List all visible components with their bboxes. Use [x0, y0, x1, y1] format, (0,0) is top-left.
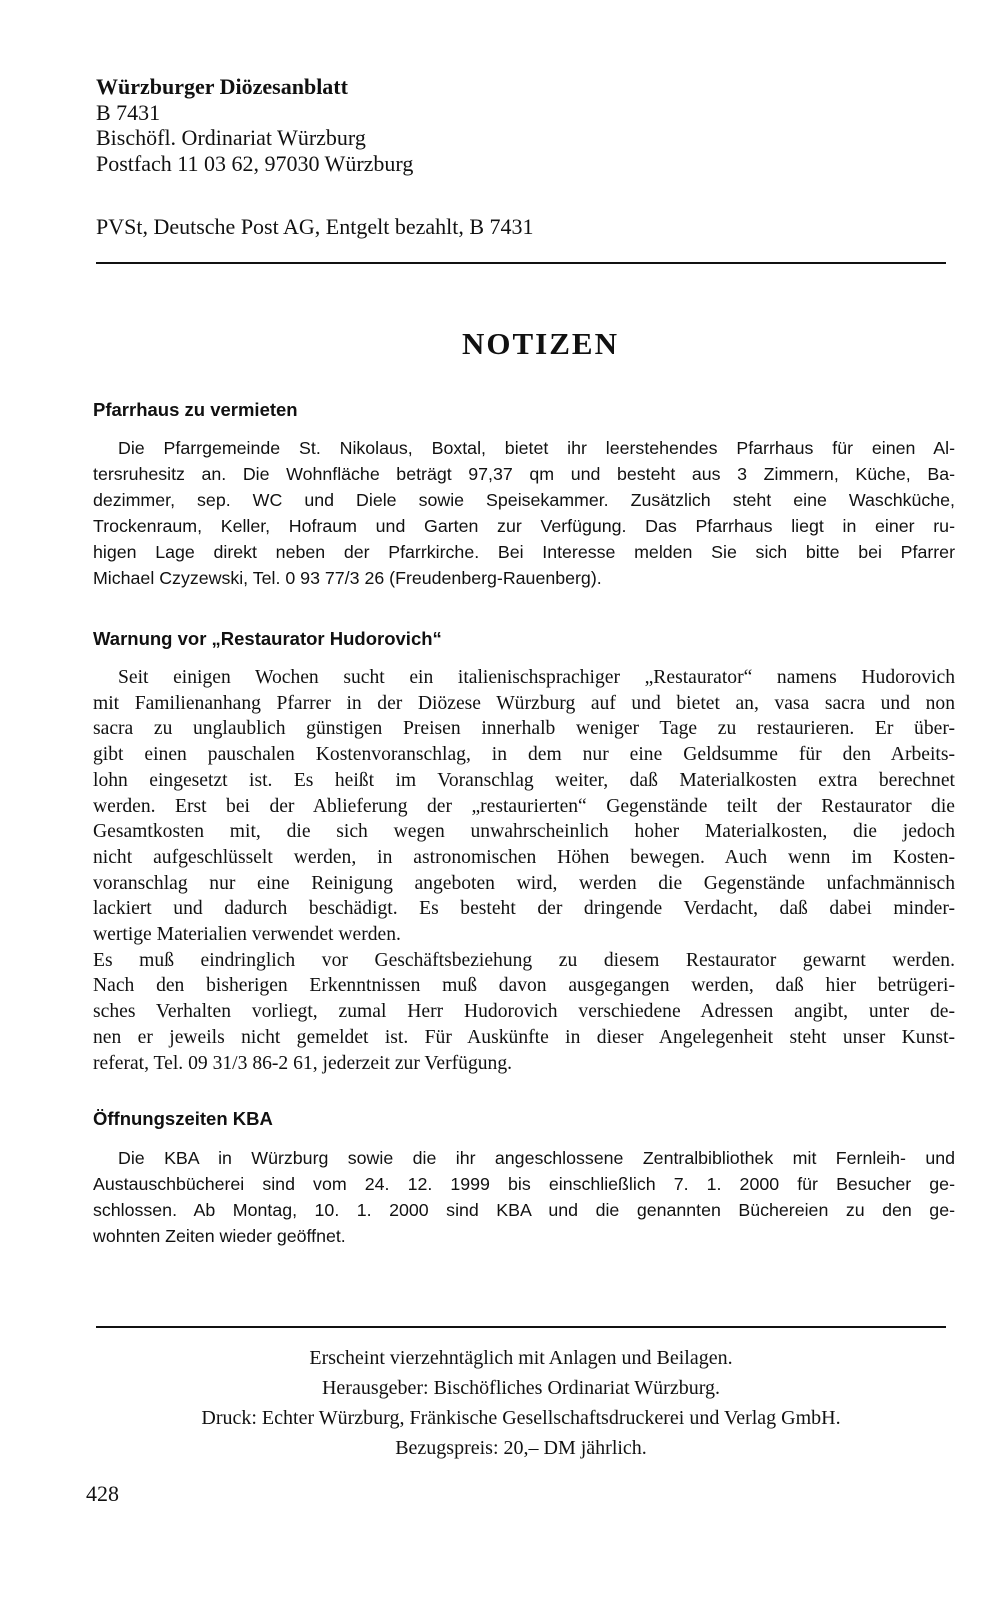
body-line: wohnten Zeiten wieder geöffnet.	[93, 1226, 346, 1246]
publication-title: Würzburger Diözesanblatt	[96, 74, 348, 99]
imprint-footer	[96, 1343, 946, 1463]
page-number: 428	[86, 1481, 119, 1506]
footer-frequency: Erscheint vierzehntäglich mit Anlagen und Beilagen.	[309, 1347, 733, 1369]
body-line: tersruhesitz an. Die Wohnfläche beträgt 97,37 qm und besteht aus 3 Zimmern, Küche, Ba-	[93, 464, 955, 484]
body-line: sches Verhalten vorliegt, zumal Herr Hudorovich verschiedene Adressen angibt, unter de-	[93, 1001, 955, 1023]
postbox-address: Postfach 11 03 62, 97030 Würzburg	[96, 150, 414, 176]
body-line: gibt einen pauschalen Kostenvoranschlag, in dem nur eine Geldsumme für den Arbeits-	[93, 744, 955, 766]
body-line: lohn eingesetzt ist. Es heißt im Voranschlag weiter, daß Materialkosten extra berechnet	[93, 769, 955, 791]
body-line: lackiert und dadurch beschädigt. Es besteht der dringende Verdacht, daß dabei minder-	[93, 898, 955, 920]
body-line: Austauschbücherei sind vom 24. 12. 1999 bis einschließlich 7. 1. 2000 für Besucher ge-	[93, 1174, 955, 1194]
body-line: sacra zu unglaublich günstigen Preisen innerhalb weniger Tage zu restaurieren. Er über-	[93, 718, 955, 740]
body-line: Nach den bisherigen Erkenntnissen muß davon ausgegangen werden, daß hier betrügeri-	[93, 975, 955, 997]
body-line: werden. Erst bei der Ablieferung der „restaurierten“ Gegenstände teilt der Restaurator die	[93, 795, 955, 817]
body-line: voranschlag nur eine Reinigung angeboten wird, werden die Gegenstände unfachmännisch	[93, 872, 955, 894]
section-body-oeffnungszeiten	[93, 1145, 955, 1249]
header-divider	[96, 262, 946, 264]
section-title-pfarrhaus: Pfarrhaus zu vermieten	[93, 399, 298, 420]
section-body-warnung	[93, 665, 955, 1076]
body-line: schlossen. Ab Montag, 10. 1. 2000 sind KBA und die genannten Büchereien zu den ge-	[93, 1200, 955, 1220]
page-heading: NOTIZEN	[462, 326, 619, 361]
body-line: Michael Czyzewski, Tel. 0 93 77/3 26 (Freudenberg-Rauenberg).	[93, 568, 602, 588]
body-line: wertige Materialien verwendet werden.	[93, 924, 401, 946]
body-line: referat, Tel. 09 31/3 86-2 61, jederzeit zur Verfügung.	[93, 1052, 513, 1074]
mailing-address-block	[96, 74, 796, 176]
body-line: Gesamtkosten mit, die sich wegen unwahrscheinlich hoher Materialkosten, die jedoch	[93, 821, 955, 843]
postage-notice: PVSt, Deutsche Post AG, Entgelt bezahlt, B 7431	[96, 214, 534, 239]
body-line: Seit einigen Wochen sucht ein italienischsprachiger „Restaurator“ namens Hudorovich	[118, 667, 955, 688]
publication-code: B 7431	[96, 99, 161, 125]
body-line: Trockenraum, Keller, Hofraum und Garten zur Verfügung. Das Pfarrhaus liegt in einer ru-	[93, 516, 955, 536]
section-body-pfarrhaus	[93, 435, 955, 591]
publisher-office: Bischöfl. Ordinariat Würzburg	[96, 125, 366, 150]
footer-price: Bezugspreis: 20,– DM jährlich.	[395, 1437, 647, 1459]
footer-divider	[96, 1326, 946, 1328]
body-line: nicht aufgeschlüsselt werden, in astronomischen Höhen bewegen. Auch wenn im Kosten-	[93, 846, 955, 868]
footer-printer: Druck: Echter Würzburg, Fränkische Gesellschaftsdruckerei und Verlag GmbH.	[201, 1407, 841, 1429]
body-line: Die KBA in Würzburg sowie die ihr angeschlossene Zentralbibliothek mit Fernleih- und	[118, 1148, 955, 1168]
section-title-oeffnungszeiten: Öffnungszeiten KBA	[93, 1108, 273, 1129]
body-line: Die Pfarrgemeinde St. Nikolaus, Boxtal, bietet ihr leerstehendes Pfarrhaus für einen Al-	[118, 438, 955, 458]
body-line: Es muß eindringlich vor Geschäftsbeziehung zu diesem Restaurator gewarnt werden.	[93, 949, 955, 971]
body-line: higen Lage direkt neben der Pfarrkirche. Bei Interesse melden Sie sich bitte bei Pfarrer	[93, 542, 955, 562]
body-line: mit Familienanhang Pfarrer in der Diözese Würzburg auf und bietet an, vasa sacra und non	[93, 692, 955, 714]
body-line: nen er jeweils nicht gemeldet ist. Für Auskünfte in dieser Angelegenheit steht unser Kunst-	[93, 1026, 955, 1048]
body-line: dezimmer, sep. WC und Diele sowie Speisekammer. Zusätzlich steht eine Waschküche,	[93, 490, 955, 510]
footer-publisher: Herausgeber: Bischöfliches Ordinariat Würzburg.	[321, 1377, 721, 1399]
section-title-warnung: Warnung vor „Restaurator Hudorovich“	[93, 628, 442, 649]
